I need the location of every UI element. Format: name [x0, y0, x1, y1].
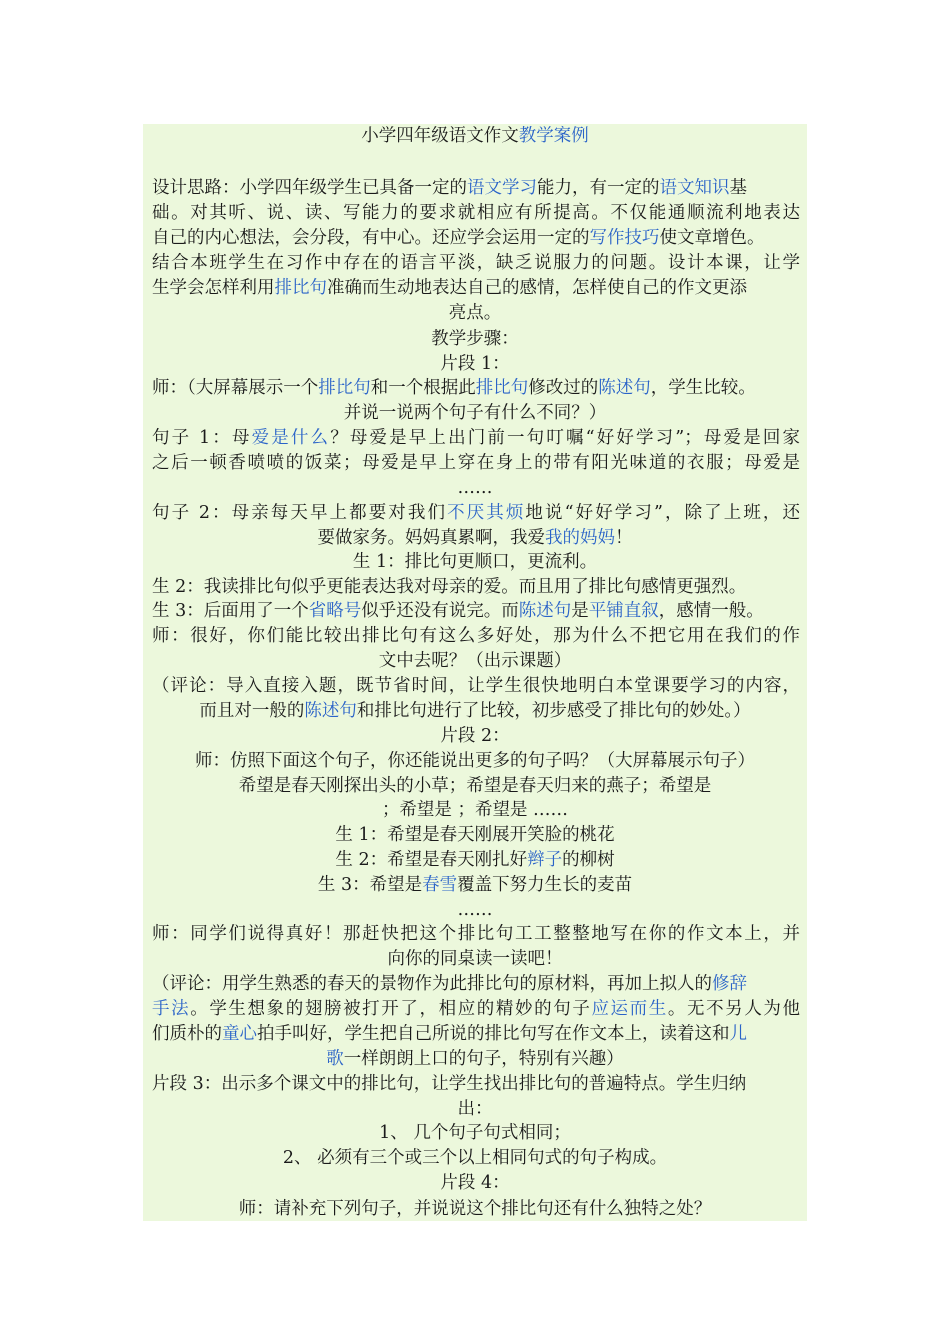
keyword-link[interactable]: 童心: [222, 1024, 257, 1044]
keyword-link[interactable]: 我的妈妈: [545, 528, 615, 548]
text-line: [143, 997, 807, 1022]
text-run: 础。对其听、说、读、写能力的要求就相应有所提高。不仅能通顺流利地表达: [152, 203, 800, 223]
text-run: ，学生比较。: [650, 378, 756, 398]
text-run: 修改过的: [528, 378, 599, 398]
keyword-link[interactable]: 陈述句: [304, 701, 357, 721]
text-run: 出：: [457, 1099, 493, 1119]
text-line: [143, 699, 807, 724]
text-line: [143, 1171, 807, 1196]
text-line: [143, 176, 807, 201]
text-line: [143, 599, 807, 624]
text-run: 师：很好，你们能比较出排比句有这么多好处，那为什么不把它用在我们的作: [152, 626, 800, 646]
text-line: [143, 848, 807, 873]
text-line: [143, 749, 807, 774]
text-run: 生 3：后面用了一个: [152, 601, 309, 621]
keyword-link[interactable]: 春雪: [422, 875, 458, 895]
text-line: [143, 1146, 807, 1171]
text-line: [143, 476, 807, 501]
text-line: [143, 898, 807, 923]
text-run: 覆盖下努力生长的麦苗: [457, 875, 633, 895]
keyword-link[interactable]: 爱是什么: [251, 428, 331, 448]
text-line: [143, 873, 807, 898]
text-run: 准确而生动地表达自己的感情，怎样使自己的作文更添: [327, 278, 747, 298]
text-run: 而且对一般的: [199, 701, 305, 721]
keyword-link[interactable]: 平铺直叙: [588, 601, 659, 621]
text-run: 教学步骤：: [431, 329, 519, 349]
keyword-link[interactable]: 教学案例: [518, 126, 589, 146]
text-line: [143, 674, 807, 699]
text-run: ！: [615, 528, 633, 548]
text-line: [143, 774, 807, 799]
text-run: 。学生想象的翅膀被打开了，相应的精妙的句子: [190, 999, 592, 1019]
page-title: [143, 124, 807, 149]
text-line: [143, 451, 807, 476]
text-line: [143, 972, 807, 997]
text-run: ？母爱是早上出门前一句叮嘱“好好学习”；母爱是回家: [330, 428, 800, 448]
text-run: 师：同学们说得真好！那赶快把这个排比句工工整整地写在你的作文本上，并: [152, 924, 800, 944]
text-run: ，感情一般。: [658, 601, 764, 621]
text-run: 。无不另人为他: [667, 999, 801, 1019]
keyword-link[interactable]: 不厌其烦: [447, 503, 526, 523]
text-run: 是: [571, 601, 589, 621]
text-run: 地说“好好学习”，除了上班，还: [525, 503, 800, 523]
keyword-link[interactable]: 省略号: [308, 601, 362, 621]
text-run: 生 2：希望是春天刚扎好: [335, 850, 528, 870]
text-line: [143, 352, 807, 377]
text-line: [143, 526, 807, 551]
text-line: [143, 327, 807, 352]
text-run: 和排比句进行了比较，初步感受了排比句的妙处。）: [356, 701, 751, 721]
text-run: 们质朴的: [152, 1024, 222, 1044]
text-run: 基: [729, 178, 747, 198]
text-line: [143, 226, 807, 251]
text-line: [143, 724, 807, 749]
text-line: [143, 823, 807, 848]
text-run: 能力，有一定的: [537, 178, 660, 198]
text-run: 结合本班学生在习作中存在的语言平淡，缺乏说服力的问题。设计本课，让学: [152, 253, 800, 273]
text-run: 2、 必须有三个或三个以上相同句式的句子构成。: [282, 1148, 668, 1168]
text-run: 片段 4：: [440, 1173, 510, 1193]
text-line: [143, 575, 807, 600]
text-line: [143, 401, 807, 426]
text-run: 生 3：希望是: [317, 875, 423, 895]
keyword-link[interactable]: 排比句: [274, 278, 327, 298]
text-line: [143, 922, 807, 947]
text-line: [143, 301, 807, 326]
text-run: 片段 1：: [440, 354, 510, 374]
text-run: 和一个根据此: [370, 378, 476, 398]
keyword-link[interactable]: 应运而生: [591, 999, 668, 1019]
keyword-link[interactable]: 儿: [729, 1024, 747, 1044]
text-run: 小学四年级语文作文: [361, 126, 519, 146]
text-run: 文中去呢？（出示课题）: [378, 651, 572, 671]
keyword-link[interactable]: 排比句: [475, 378, 529, 398]
text-line: [143, 1197, 807, 1222]
keyword-link[interactable]: 语文知识: [659, 178, 730, 198]
text-run: 自己的内心想法，会分段，有中心。还应学会运用一定的: [152, 228, 590, 248]
text-line: [143, 251, 807, 276]
text-run: ……: [457, 900, 493, 920]
text-line: [143, 276, 807, 301]
text-run: 的柳树: [562, 850, 615, 870]
text-run: ；希望是 ；希望是 ……: [381, 800, 569, 820]
text-run: 向你的同桌读一读吧！: [387, 949, 563, 969]
text-run: （评论：导入直接入题，既节省时间，让学生很快地明白本堂课要学习的内容，: [152, 676, 800, 696]
text-line: [143, 550, 807, 575]
text-run: 一样朗朗上口的句子，特别有兴趣）: [343, 1049, 624, 1069]
text-line: [143, 798, 807, 823]
text-run: 希望是春天刚探出头的小草；希望是春天归来的燕子；希望是: [238, 776, 712, 796]
text-run: 1、 几个句子句式相同；: [379, 1123, 571, 1143]
text-run: 师：仿照下面这个句子，你还能说出更多的句子吗？（大屏幕展示句子）: [195, 751, 755, 771]
text-line: [143, 376, 807, 401]
text-line: [143, 1022, 807, 1047]
text-run: ……: [457, 478, 493, 498]
text-run: 并说一说两个句子有什么不同？）: [343, 403, 607, 423]
document-page: [143, 124, 807, 1221]
keyword-link[interactable]: 辫子: [527, 850, 563, 870]
text-run: 使文章增色。: [659, 228, 765, 248]
keyword-link[interactable]: 语文学习: [467, 178, 537, 198]
text-line: [143, 1121, 807, 1146]
text-line: [143, 501, 807, 526]
text-run: 师：（大屏幕展示一个: [152, 378, 319, 398]
text-line: [143, 201, 807, 226]
text-run: （评论：用学生熟悉的春天的景物作为此排比句的原材料，再加上拟人的: [152, 974, 712, 994]
text-line: [143, 624, 807, 649]
keyword-link[interactable]: 修辞: [712, 974, 747, 994]
keyword-link[interactable]: 排比句: [318, 378, 371, 398]
text-run: 生 1：希望是春天刚展开笑脸的桃花: [335, 825, 615, 845]
text-line: [143, 426, 807, 451]
text-run: 亮点。: [448, 303, 502, 323]
text-line: [143, 1047, 807, 1072]
text-run: 句子 2：母亲每天早上都要对我们: [152, 503, 448, 523]
text-run: 师：请补充下列句子，并说说这个排比句还有什么独特之处？: [238, 1199, 712, 1219]
text-run: 生学会怎样利用: [152, 278, 275, 298]
keyword-link[interactable]: 陈述句: [518, 601, 572, 621]
text-line: [143, 947, 807, 972]
keyword-link[interactable]: 手法: [152, 999, 191, 1019]
keyword-link[interactable]: 陈述句: [598, 378, 651, 398]
text-run: 片段 3：出示多个课文中的排比句，让学生找出排比句的普遍特点。学生归纳: [152, 1074, 747, 1094]
text-run: 设计思路：小学四年级学生已具备一定的: [152, 178, 467, 198]
text-line: [143, 1072, 807, 1097]
text-run: 要做家务。妈妈真累啊，我爱: [317, 528, 545, 548]
text-run: 之后一顿香喷喷的饭菜；母爱是早上穿在身上的带有阳光味道的衣服；母爱是: [152, 453, 800, 473]
text-run: 生 1：排比句更顺口，更流利。: [352, 552, 598, 572]
text-line: [143, 1097, 807, 1122]
text-run: 似乎还没有说完。而: [361, 601, 519, 621]
text-run: 拍手叫好，学生把自己所说的排比句写在作文本上，读着这和: [257, 1024, 730, 1044]
keyword-link[interactable]: 写作技巧: [589, 228, 660, 248]
text-run: 句子 1：母: [152, 428, 252, 448]
text-run: 片段 2：: [440, 726, 510, 746]
keyword-link[interactable]: 歌: [326, 1049, 344, 1069]
text-line: [143, 649, 807, 674]
text-run: 生 2：我读排比句似乎更能表达我对母亲的爱。而且用了排比句感情更强烈。: [152, 577, 747, 597]
